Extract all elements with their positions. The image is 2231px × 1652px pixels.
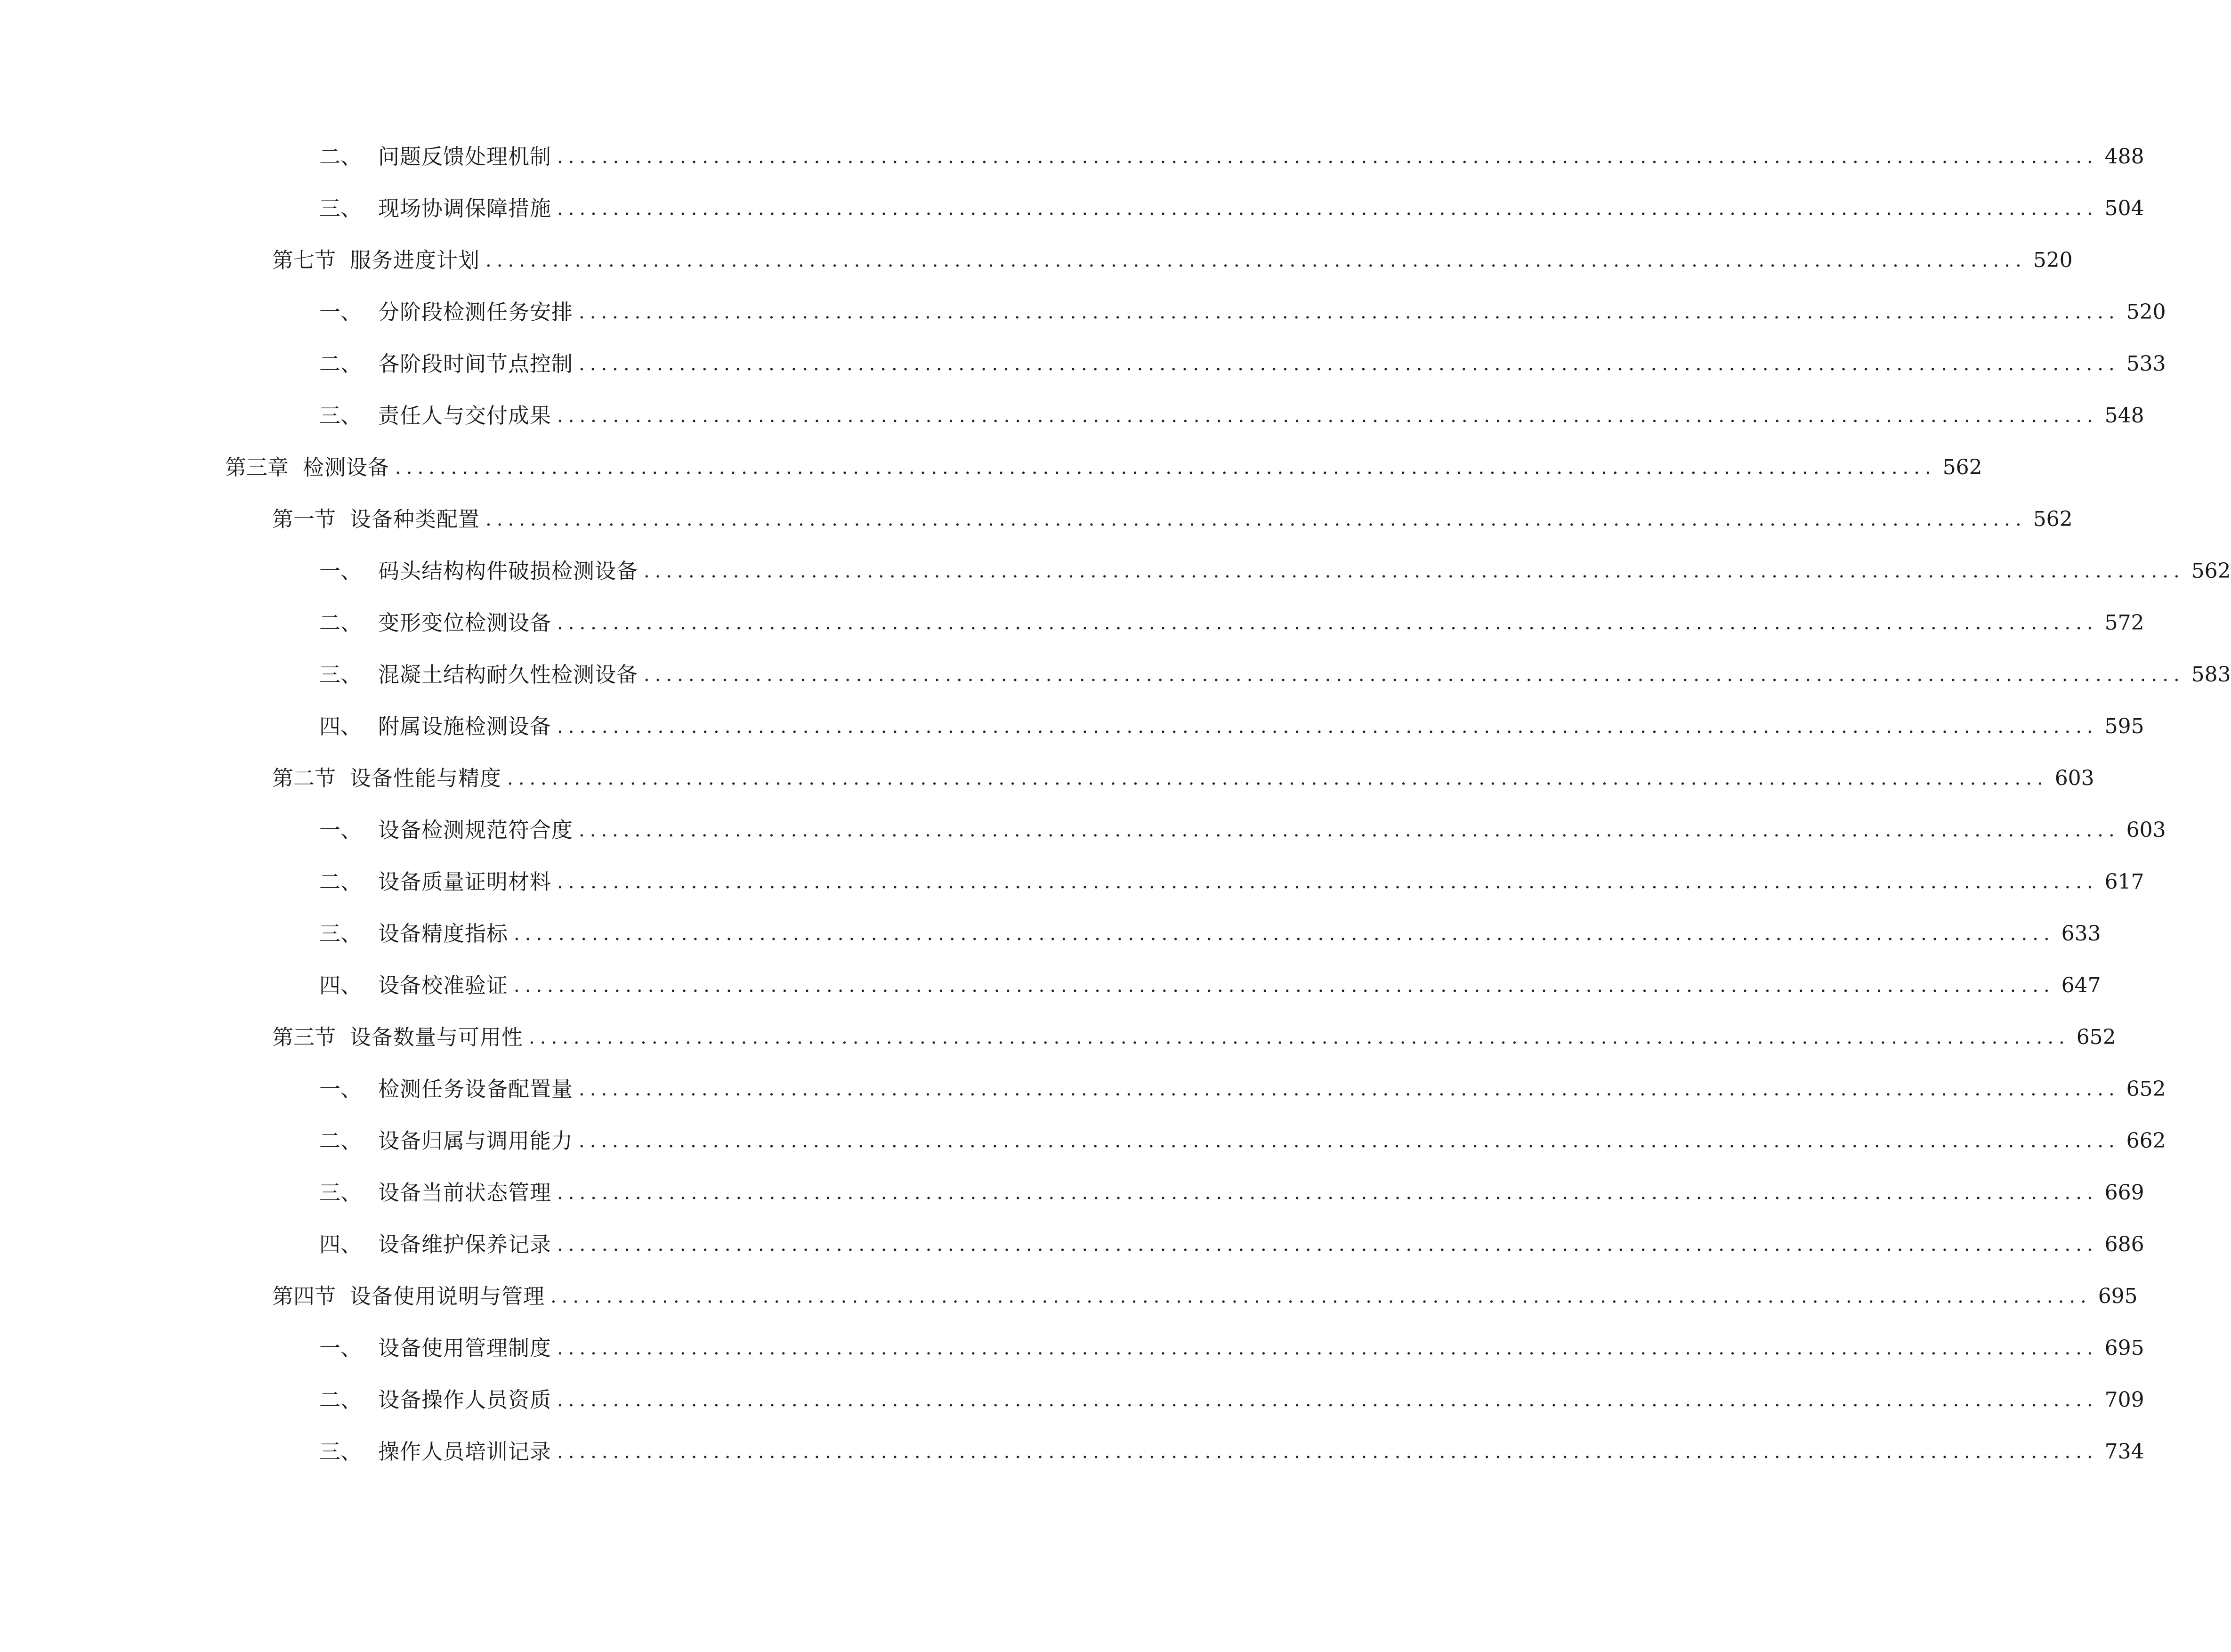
toc-entry-title: 混凝土结构耐久性检测设备 (378, 662, 639, 687)
toc-entry-title: 变形变位检测设备 (378, 610, 552, 635)
toc-page-number: 562 (1942, 455, 1982, 479)
toc-entry-number: 二、 (319, 1387, 362, 1412)
toc-entry[interactable] (0, 345, 2166, 383)
toc-entry[interactable] (0, 811, 2166, 849)
toc-dot-leader: .......................................................................................................................................... (579, 1078, 2120, 1100)
toc-entry-title: 设备使用管理制度 (378, 1336, 552, 1360)
toc-entry-number: 一、 (319, 818, 362, 842)
toc-dot-leader: .......................................................................................................................................... (557, 1441, 2098, 1463)
toc-dot-leader: .......................................................................................................................................... (557, 871, 2098, 893)
toc-dot-leader: .......................................................................................................................................... (579, 1130, 2120, 1152)
toc-entry[interactable] (0, 1278, 2138, 1315)
toc-entry[interactable] (0, 397, 2144, 435)
toc-dot-leader: .......................................................................................................................................... (557, 716, 2098, 737)
toc-dot-leader: .......................................................................................................................................... (644, 560, 2185, 582)
toc-entry-title: 设备数量与可用性 (350, 1025, 524, 1050)
toc-page-number: 647 (2061, 973, 2101, 997)
toc-entry-number: 二、 (319, 610, 362, 635)
toc-page-number: 488 (2104, 145, 2144, 169)
toc-dot-leader: .......................................................................................................................................... (557, 1389, 2098, 1411)
toc-entry-title: 问题反馈处理机制 (378, 144, 552, 169)
toc-entry-number: 二、 (319, 1128, 362, 1153)
toc-entry-number: 三、 (319, 662, 362, 687)
toc-entry-title: 码头结构构件破损检测设备 (378, 559, 639, 583)
toc-entry-title: 各阶段时间节点控制 (378, 351, 574, 376)
toc-page-number: 686 (2104, 1232, 2144, 1256)
toc-dot-leader: .......................................................................................................................................... (395, 457, 1936, 478)
toc-entry-number: 第三章 (225, 455, 289, 480)
toc-dot-leader: .......................................................................................................................................... (514, 923, 2055, 945)
toc-dot-leader: .......................................................................................................................................... (529, 1027, 2070, 1048)
toc-entry[interactable] (0, 967, 2101, 1004)
toc-entry[interactable] (0, 760, 2094, 797)
toc-page-number: 695 (2104, 1336, 2144, 1360)
toc-entry-number: 第七节 (272, 248, 336, 273)
toc-page-number: 520 (2126, 300, 2166, 324)
toc-entry-title: 设备当前状态管理 (378, 1180, 552, 1205)
toc-entry-title: 设备维护保养记录 (378, 1232, 552, 1257)
toc-entry-title: 设备精度指标 (378, 921, 509, 946)
toc-entry-number: 四、 (319, 973, 362, 998)
toc-page-number: 603 (2126, 818, 2166, 842)
toc-entry[interactable] (0, 1122, 2166, 1160)
toc-entry-title: 分阶段检测任务安排 (378, 300, 574, 324)
toc-entry[interactable] (0, 449, 1982, 486)
toc-page-number: 652 (2126, 1077, 2166, 1101)
toc-entry-title: 附属设施检测设备 (378, 714, 552, 739)
toc-page-number: 562 (2033, 507, 2073, 531)
toc-page-number: 617 (2104, 870, 2144, 894)
toc-page-number: 548 (2104, 404, 2144, 428)
toc-entry-number: 第三节 (272, 1025, 336, 1050)
toc-entry[interactable] (0, 1019, 2116, 1056)
toc-page-number: 572 (2104, 611, 2144, 635)
toc-entry-number: 四、 (319, 1232, 362, 1257)
toc-dot-leader: .......................................................................................................................................... (644, 664, 2185, 686)
toc-entry-number: 二、 (319, 351, 362, 376)
toc-page-number: 603 (2054, 766, 2094, 790)
toc-entry-number: 一、 (319, 1077, 362, 1101)
toc-entry[interactable] (0, 1226, 2144, 1263)
toc-entry-title: 设备质量证明材料 (378, 869, 552, 894)
toc-entry-title: 设备检测规范符合度 (378, 818, 574, 842)
toc-page-number: 695 (2098, 1284, 2138, 1308)
toc-entry[interactable] (0, 915, 2101, 953)
toc-page-number: 595 (2104, 714, 2144, 738)
toc-entry[interactable] (0, 1433, 2144, 1471)
toc-entry[interactable] (0, 552, 2231, 590)
toc-entry-number: 三、 (319, 921, 362, 946)
toc-dot-leader: .......................................................................................................................................... (557, 198, 2098, 219)
toc-entry-title: 设备性能与精度 (350, 766, 502, 791)
toc-entry-title: 现场协调保障措施 (378, 196, 552, 221)
toc-entry[interactable] (0, 604, 2144, 642)
toc-entry-title: 设备校准验证 (378, 973, 509, 998)
toc-page-number: 504 (2104, 196, 2144, 220)
toc-entry-number: 三、 (319, 1180, 362, 1205)
toc-entry-number: 二、 (319, 869, 362, 894)
toc-entry[interactable] (0, 293, 2166, 331)
toc-dot-leader: .......................................................................................................................................... (514, 975, 2055, 996)
toc-entry-number: 三、 (319, 196, 362, 221)
toc-page-number: 734 (2104, 1440, 2144, 1464)
toc-entry-number: 四、 (319, 714, 362, 739)
toc-entry[interactable] (0, 1174, 2144, 1212)
toc-entry[interactable] (0, 190, 2144, 227)
toc-entry-title: 设备使用说明与管理 (350, 1284, 545, 1309)
toc-entry-number: 二、 (319, 144, 362, 169)
toc-dot-leader: .......................................................................................................................................... (557, 1182, 2098, 1204)
toc-entry[interactable] (0, 1329, 2144, 1367)
toc-entry-title: 检测设备 (303, 455, 390, 480)
toc-entry-number: 第一节 (272, 507, 336, 532)
toc-page-number: 709 (2104, 1388, 2144, 1412)
toc-dot-leader: .......................................................................................................................................... (485, 509, 2027, 530)
toc-page-number: 533 (2126, 352, 2166, 376)
toc-entry-number: 三、 (319, 1439, 362, 1464)
toc-page-number: 583 (2191, 663, 2231, 687)
toc-entry-title: 设备种类配置 (350, 507, 480, 532)
toc-dot-leader: .......................................................................................................................................... (557, 612, 2098, 634)
toc-entry-number: 一、 (319, 559, 362, 583)
toc-entry-title: 检测任务设备配置量 (378, 1077, 574, 1101)
toc-page-number: 633 (2061, 922, 2101, 946)
toc-page-number: 662 (2126, 1129, 2166, 1153)
toc-dot-leader: .......................................................................................................................................... (557, 1234, 2098, 1255)
toc-entry[interactable] (0, 1381, 2144, 1419)
toc-entry-title: 责任人与交付成果 (378, 403, 552, 428)
toc-page-number: 520 (2033, 248, 2073, 272)
toc-entry-title: 操作人员培训记录 (378, 1439, 552, 1464)
toc-dot-leader: .......................................................................................................................................... (557, 1337, 2098, 1359)
toc-entry[interactable] (0, 656, 2231, 694)
toc-dot-leader: .......................................................................................................................................... (579, 353, 2120, 375)
toc-entry-number: 三、 (319, 403, 362, 428)
toc-entry-number: 第二节 (272, 766, 336, 791)
toc-entry[interactable] (0, 863, 2144, 901)
toc-entry-title: 服务进度计划 (350, 248, 480, 273)
toc-dot-leader: .......................................................................................................................................... (550, 1286, 2092, 1307)
toc-dot-leader: .......................................................................................................................................... (557, 405, 2098, 427)
toc-dot-leader: .......................................................................................................................................... (485, 250, 2027, 271)
toc-entry-number: 一、 (319, 1336, 362, 1360)
toc-entry[interactable] (0, 1070, 2166, 1108)
toc-entry-number: 第四节 (272, 1284, 336, 1309)
toc-entry[interactable] (0, 242, 2073, 279)
toc-dot-leader: .......................................................................................................................................... (579, 819, 2120, 841)
toc-page-number: 652 (2076, 1025, 2116, 1049)
toc-page-number: 562 (2191, 559, 2231, 583)
toc-dot-leader: .......................................................................................................................................... (507, 768, 2048, 789)
toc-entry[interactable] (0, 708, 2144, 745)
toc-dot-leader: .......................................................................................................................................... (579, 301, 2120, 323)
toc-entry-title: 设备归属与调用能力 (378, 1128, 574, 1153)
toc-entry-number: 一、 (319, 300, 362, 324)
toc-entry[interactable] (0, 138, 2144, 176)
toc-entry[interactable] (0, 501, 2073, 538)
toc-entry-title: 设备操作人员资质 (378, 1387, 552, 1412)
toc-page-number: 669 (2104, 1181, 2144, 1205)
toc-dot-leader: .......................................................................................................................................... (557, 146, 2098, 168)
